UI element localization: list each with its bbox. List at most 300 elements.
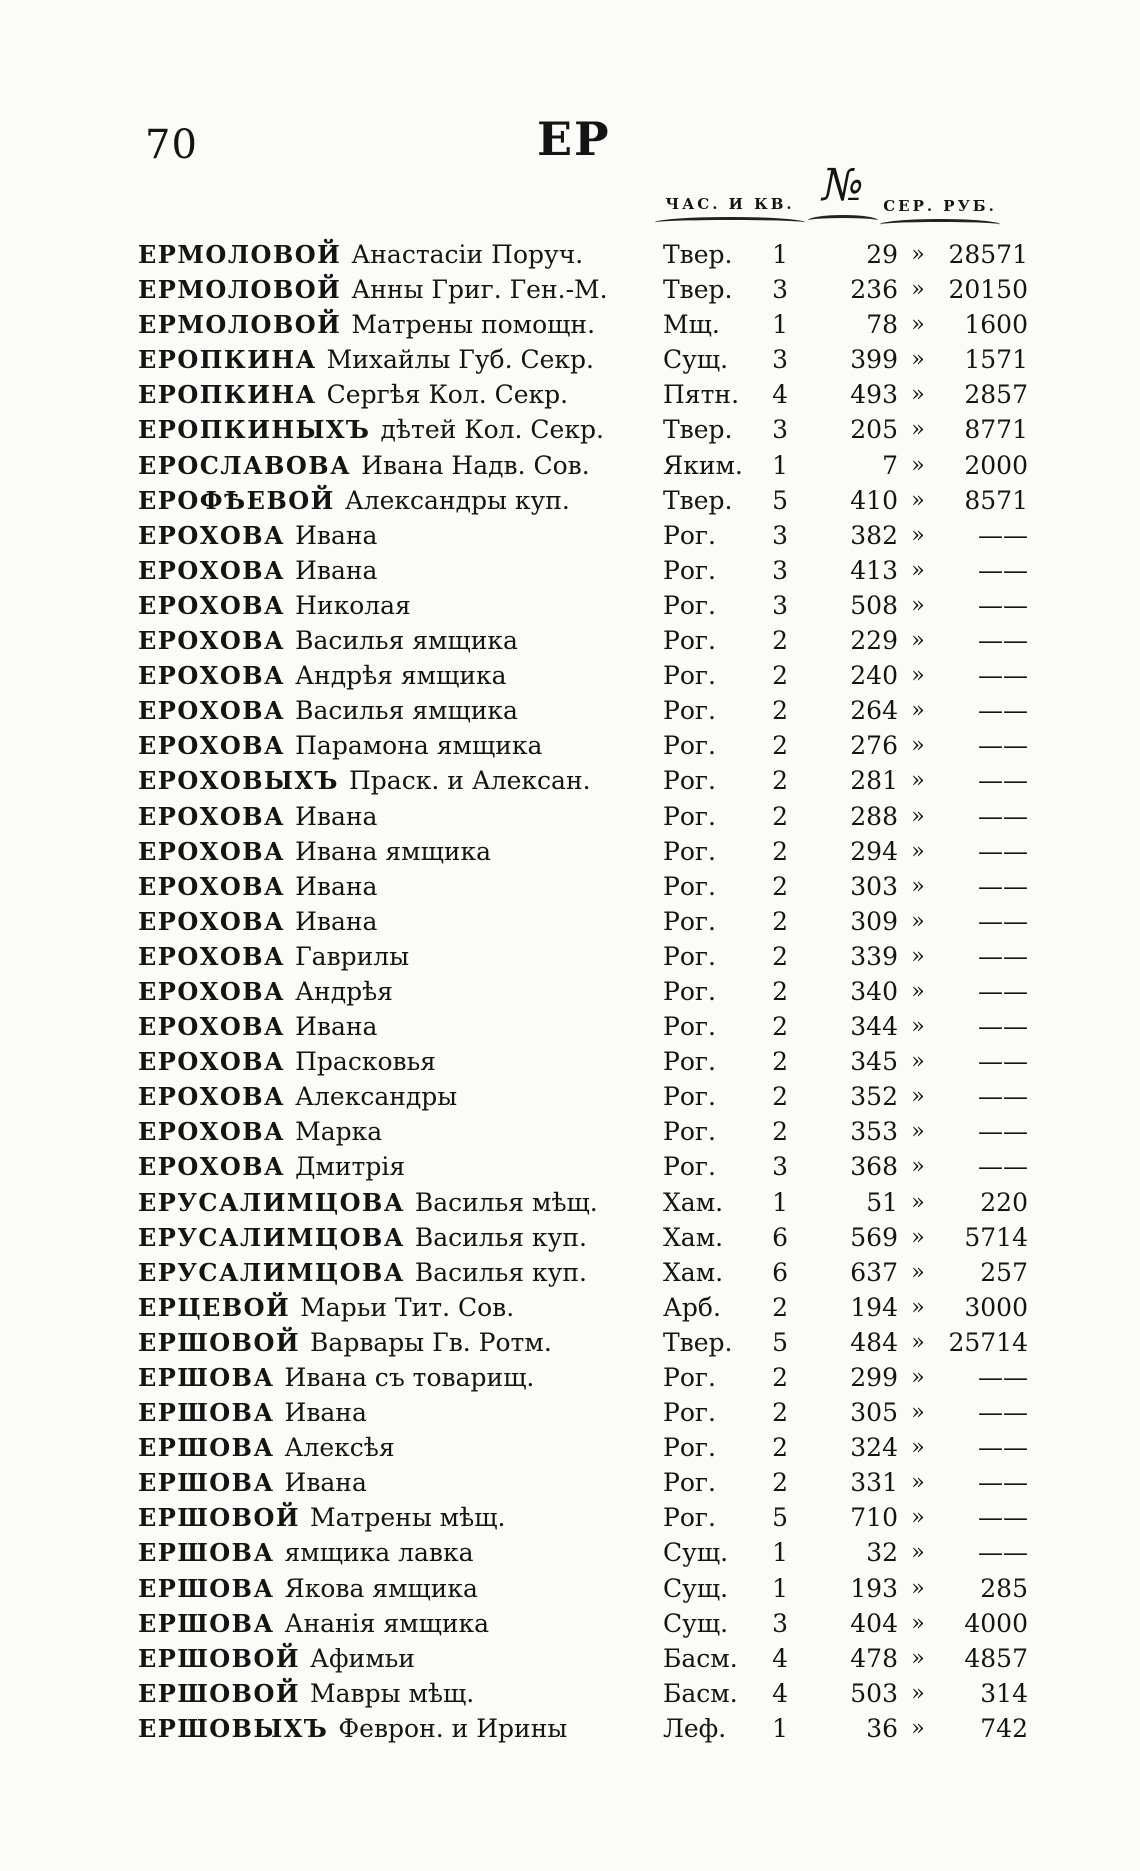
entry-name <box>138 1149 658 1184</box>
entry-surname: ЕРОХОВА <box>138 520 286 550</box>
entry-surname: ЕРШОВОЙ <box>138 1327 301 1357</box>
list-item <box>138 518 1028 553</box>
list-item <box>138 728 1028 763</box>
entry-number: 331 <box>850 1468 898 1498</box>
list-item <box>138 1255 1028 1290</box>
list-item <box>138 1535 1028 1570</box>
entry-part: 2 <box>772 1047 788 1077</box>
entry-given-name: Парамона ямщика <box>295 731 543 761</box>
list-item <box>138 307 1028 342</box>
entry-rubles: —— <box>978 836 1028 866</box>
list-item <box>138 1430 1028 1465</box>
entry-rubles: —— <box>978 1152 1028 1182</box>
list-item <box>138 377 1028 412</box>
entry-rubles: 25714 <box>948 1327 1028 1357</box>
entry-surname: ЕРУСАЛИМЦОВА <box>138 1187 405 1217</box>
list-item <box>138 623 1028 658</box>
entry-given-name: Василья мѣщ. <box>414 1187 598 1217</box>
entry-name <box>138 448 658 483</box>
entry-surname: ЕРОФѢЕВОЙ <box>138 485 335 515</box>
entry-district: Рог. <box>663 871 716 901</box>
entry-name <box>138 1711 658 1746</box>
entry-surname: ЕРОХОВА <box>138 626 286 656</box>
entry-part: 4 <box>772 1678 788 1708</box>
entry-rubles: —— <box>978 801 1028 831</box>
entry-part: 1 <box>772 1713 788 1743</box>
entry-number: 264 <box>850 696 898 726</box>
entry-given-name: Анастасіи Поруч. <box>351 240 584 269</box>
entry-name <box>138 1185 658 1220</box>
entry-name <box>138 483 658 518</box>
entry-name <box>138 1360 658 1395</box>
entry-part: 1 <box>772 1538 788 1568</box>
entry-district: Рог. <box>663 766 716 796</box>
column-brace <box>808 215 878 226</box>
entry-given-name: Гаврилы <box>295 941 410 971</box>
entry-name <box>138 1220 658 1255</box>
entry-district: Хам. <box>663 1257 724 1287</box>
entry-given-name: Ивана <box>295 520 378 550</box>
entry-ditto-mark: » <box>911 592 925 618</box>
entry-district: Леф. <box>663 1713 727 1743</box>
list-item <box>138 1185 1028 1220</box>
entry-given-name: Ивана <box>295 871 378 901</box>
list-item <box>138 342 1028 377</box>
entry-part: 5 <box>772 1327 788 1357</box>
entry-part: 2 <box>772 801 788 831</box>
entry-district: Рог. <box>663 1047 716 1077</box>
entry-name <box>138 1606 658 1641</box>
entry-rubles: 2000 <box>964 450 1028 480</box>
entry-ditto-mark: » <box>911 242 925 267</box>
entry-name <box>138 974 658 1009</box>
entry-name <box>138 869 658 904</box>
entry-surname: ЕРШОВА <box>138 1538 275 1568</box>
entry-given-name: Мавры мѣщ. <box>310 1678 475 1708</box>
entry-number: 78 <box>866 310 898 340</box>
list-item <box>138 1395 1028 1430</box>
entry-district: Сущ. <box>663 345 729 375</box>
entry-given-name: дѣтей Кол. Секр. <box>380 415 604 445</box>
entry-name <box>138 377 658 412</box>
entry-given-name: Ивана ямщика <box>295 836 492 866</box>
entry-number: 240 <box>850 661 898 691</box>
entry-given-name: Ивана <box>284 1468 367 1498</box>
entry-district: Твер. <box>663 240 733 269</box>
entry-surname: ЕРОПКИНА <box>138 345 317 375</box>
entry-surname: ЕРШОВЫХЪ <box>138 1713 329 1743</box>
list-item <box>138 237 1028 272</box>
entry-name <box>138 693 658 728</box>
entry-ditto-mark: » <box>911 838 925 864</box>
entry-given-name: Михайлы Губ. Секр. <box>326 345 594 375</box>
entry-number: 29 <box>866 240 898 269</box>
entry-given-name: Ивана <box>295 801 378 831</box>
entry-rubles: —— <box>978 1117 1028 1147</box>
entry-ditto-mark: » <box>911 1470 925 1496</box>
entry-district: Арб. <box>663 1292 721 1322</box>
entry-part: 1 <box>772 310 788 340</box>
entry-rubles: 742 <box>980 1713 1028 1743</box>
entry-given-name: Алексѣя <box>284 1433 395 1463</box>
entry-number: 569 <box>850 1222 898 1252</box>
entry-given-name: Ивана Надв. Сов. <box>361 450 590 480</box>
entry-given-name: Прасковья <box>295 1047 436 1077</box>
entry-name <box>138 237 658 272</box>
entry-district: Твер. <box>663 485 733 515</box>
entry-name <box>138 1009 658 1044</box>
entry-ditto-mark: » <box>911 1189 925 1215</box>
entry-number: 299 <box>850 1363 898 1392</box>
entry-part: 2 <box>772 1012 788 1042</box>
entry-rubles: —— <box>978 766 1028 796</box>
entry-name <box>138 307 658 342</box>
entry-rubles: —— <box>978 520 1028 550</box>
list-item <box>138 1044 1028 1079</box>
entry-surname: ЕРШОВОЙ <box>138 1643 301 1673</box>
entry-name <box>138 728 658 763</box>
entry-rubles: 28571 <box>948 240 1028 269</box>
entry-district: Рог. <box>663 1152 716 1182</box>
entry-ditto-mark: » <box>911 943 925 969</box>
entry-ditto-mark: » <box>911 803 925 829</box>
entry-number: 193 <box>850 1573 898 1603</box>
entry-number: 229 <box>850 626 898 656</box>
entry-district: Рог. <box>663 661 716 691</box>
entry-number: 484 <box>850 1327 898 1357</box>
entry-district: Сущ. <box>663 1538 729 1568</box>
entry-surname: ЕРШОВА <box>138 1608 275 1638</box>
entry-name <box>138 1535 658 1570</box>
entry-rubles: —— <box>978 906 1028 936</box>
entry-surname: ЕРШОВА <box>138 1468 275 1498</box>
entry-district: Сущ. <box>663 1573 729 1603</box>
entry-surname: ЕРОХОВА <box>138 696 286 726</box>
column-header-part <box>655 195 805 228</box>
entry-rubles: —— <box>978 1012 1028 1042</box>
entry-rubles: 4000 <box>964 1608 1028 1638</box>
entry-given-name: Феврон. и Ирины <box>338 1713 568 1743</box>
entry-district: Яким. <box>663 450 743 480</box>
entry-ditto-mark: » <box>911 1294 925 1320</box>
entry-given-name: ямщика лавка <box>284 1538 474 1568</box>
list-item <box>138 1641 1028 1676</box>
entry-name <box>138 1079 658 1114</box>
list-item <box>138 412 1028 447</box>
entry-district: Рог. <box>663 1468 716 1498</box>
entry-number: 399 <box>850 345 898 375</box>
entry-surname: ЕРОХОВА <box>138 976 286 1006</box>
list-item <box>138 869 1028 904</box>
entry-district: Рог. <box>663 555 716 585</box>
entry-number: 508 <box>850 590 898 620</box>
entry-number: 236 <box>850 275 898 305</box>
entry-given-name: Василья ямщика <box>295 696 518 726</box>
entry-number: 303 <box>850 871 898 901</box>
entry-name <box>138 939 658 974</box>
list-item <box>138 1114 1028 1149</box>
entry-number: 339 <box>850 941 898 971</box>
entry-part: 4 <box>772 1643 788 1673</box>
entry-number: 51 <box>866 1187 898 1217</box>
entry-given-name: Праск. и Алексан. <box>348 766 591 796</box>
entry-name <box>138 412 658 447</box>
entry-part: 2 <box>772 661 788 691</box>
entry-surname: ЕРШОВА <box>138 1363 275 1392</box>
entry-surname: ЕРОХОВА <box>138 555 286 585</box>
entry-number: 344 <box>850 1012 898 1042</box>
entry-name <box>138 1641 658 1676</box>
entry-number: 410 <box>850 485 898 515</box>
entry-surname: ЕРОХОВА <box>138 941 286 971</box>
entry-rubles: —— <box>978 1433 1028 1463</box>
entry-rubles: —— <box>978 555 1028 585</box>
entry-district: Хам. <box>663 1187 724 1217</box>
entry-part: 2 <box>772 731 788 761</box>
entry-ditto-mark: » <box>911 1715 925 1741</box>
entry-ditto-mark: » <box>911 1259 925 1285</box>
entry-number: 345 <box>850 1047 898 1077</box>
entry-district: Рог. <box>663 1117 716 1147</box>
entry-name <box>138 834 658 869</box>
entry-surname: ЕРМОЛОВОЙ <box>138 240 342 269</box>
entry-number: 710 <box>850 1503 898 1533</box>
entry-number: 281 <box>850 766 898 796</box>
entry-district: Рог. <box>663 1503 716 1533</box>
entry-name <box>138 1044 658 1079</box>
entry-ditto-mark: » <box>911 382 925 408</box>
list-item <box>138 483 1028 518</box>
entry-given-name: Ивана <box>284 1398 367 1428</box>
entry-part: 1 <box>772 1187 788 1217</box>
entry-surname: ЕРЦЕВОЙ <box>138 1292 291 1322</box>
entry-surname: ЕРМОЛОВОЙ <box>138 275 342 305</box>
entry-ditto-mark: » <box>911 522 925 548</box>
entry-ditto-mark: » <box>911 452 925 478</box>
entry-given-name: Василья куп. <box>414 1222 587 1252</box>
entry-surname: ЕРОХОВА <box>138 906 286 936</box>
column-header-number <box>808 160 878 226</box>
entry-given-name: Андрѣя ямщика <box>295 661 507 691</box>
entry-district: Рог. <box>663 520 716 550</box>
entry-district: Рог. <box>663 1082 716 1112</box>
entry-surname: ЕРОПКИНЫХЪ <box>138 415 371 445</box>
entry-surname: ЕРОХОВА <box>138 731 286 761</box>
entry-ditto-mark: » <box>911 1365 925 1390</box>
entry-number: 205 <box>850 415 898 445</box>
page-number: 70 <box>145 122 198 168</box>
list-item <box>138 939 1028 974</box>
entry-number: 36 <box>866 1713 898 1743</box>
entry-surname: ЕРОХОВА <box>138 1047 286 1077</box>
entry-rubles: 314 <box>980 1678 1028 1708</box>
entry-name <box>138 658 658 693</box>
entry-rubles: —— <box>978 1082 1028 1112</box>
entry-number: 637 <box>850 1257 898 1287</box>
entry-surname: ЕРОПКИНА <box>138 380 317 410</box>
entry-number: 340 <box>850 976 898 1006</box>
entry-given-name: Василья ямщика <box>295 626 518 656</box>
entry-ditto-mark: » <box>911 277 925 303</box>
entry-part: 2 <box>772 696 788 726</box>
list-item <box>138 1606 1028 1641</box>
entry-part: 5 <box>772 485 788 515</box>
entry-surname: ЕРОСЛАВОВА <box>138 450 352 480</box>
entry-given-name: Ивана <box>295 906 378 936</box>
entry-rubles: 257 <box>980 1257 1028 1287</box>
entry-part: 3 <box>772 555 788 585</box>
column-header-rubles <box>880 197 1000 230</box>
entry-ditto-mark: » <box>911 908 925 934</box>
entry-rubles: 3000 <box>964 1292 1028 1322</box>
entry-part: 1 <box>772 450 788 480</box>
entry-part: 3 <box>772 1608 788 1638</box>
entry-surname: ЕРШОВА <box>138 1398 275 1428</box>
column-header-rubles-label: СЕР. РУБ. <box>883 197 997 215</box>
entry-rubles: 285 <box>980 1573 1028 1603</box>
entry-part: 4 <box>772 380 788 410</box>
entry-rubles: —— <box>978 661 1028 691</box>
entry-rubles: —— <box>978 1468 1028 1498</box>
entry-ditto-mark: » <box>911 312 925 338</box>
entry-name <box>138 623 658 658</box>
entry-number: 309 <box>850 906 898 936</box>
entry-district: Рог. <box>663 1363 716 1392</box>
entry-name <box>138 1255 658 1290</box>
entry-district: Басм. <box>663 1643 738 1673</box>
entry-district: Рог. <box>663 1433 716 1463</box>
list-item <box>138 272 1028 307</box>
entry-district: Басм. <box>663 1678 738 1708</box>
entry-ditto-mark: » <box>911 663 925 689</box>
entry-part: 2 <box>772 1292 788 1322</box>
entry-name <box>138 1430 658 1465</box>
entry-district: Пятн. <box>663 380 740 410</box>
entry-part: 2 <box>772 766 788 796</box>
entry-number: 382 <box>850 520 898 550</box>
entry-given-name: Ивана <box>295 1012 378 1042</box>
entry-ditto-mark: » <box>911 347 925 373</box>
entry-name <box>138 904 658 939</box>
entry-number: 276 <box>850 731 898 761</box>
column-brace <box>655 217 805 228</box>
entry-surname: ЕРОХОВА <box>138 1152 286 1182</box>
entry-given-name: Василья куп. <box>414 1257 587 1287</box>
entry-ditto-mark: » <box>911 1540 925 1566</box>
list-item <box>138 1571 1028 1606</box>
entry-ditto-mark: » <box>911 1119 925 1145</box>
entry-name <box>138 588 658 623</box>
entry-name <box>138 763 658 798</box>
entry-surname: ЕРОХОВА <box>138 871 286 901</box>
entry-surname: ЕРМОЛОВОЙ <box>138 310 342 340</box>
entry-ditto-mark: » <box>911 1400 925 1426</box>
entry-given-name: Варвары Гв. Ротм. <box>310 1327 552 1357</box>
list-item <box>138 448 1028 483</box>
entry-given-name: Сергѣя Кол. Секр. <box>326 380 569 410</box>
entry-district: Мщ. <box>663 310 720 340</box>
entry-rubles: —— <box>978 871 1028 901</box>
entry-number: 7 <box>882 450 898 480</box>
entry-rubles: —— <box>978 1047 1028 1077</box>
list-item <box>138 1500 1028 1535</box>
list-item <box>138 799 1028 834</box>
entry-district: Рог. <box>663 626 716 656</box>
list-item <box>138 553 1028 588</box>
entry-part: 6 <box>772 1257 788 1287</box>
list-item <box>138 1220 1028 1255</box>
entry-surname: ЕРШОВОЙ <box>138 1503 301 1533</box>
entry-part: 1 <box>772 1573 788 1603</box>
entry-number: 478 <box>850 1643 898 1673</box>
entry-given-name: Матрены мѣщ. <box>310 1503 506 1533</box>
entry-rubles: —— <box>978 696 1028 726</box>
entry-number: 324 <box>850 1433 898 1463</box>
entry-district: Рог. <box>663 976 716 1006</box>
entry-ditto-mark: » <box>911 1505 925 1531</box>
entry-district: Рог. <box>663 906 716 936</box>
entry-surname: ЕРОХОВЫХЪ <box>138 766 339 796</box>
entry-ditto-mark: » <box>911 1329 925 1355</box>
entry-part: 3 <box>772 520 788 550</box>
entry-given-name: Александры <box>295 1082 458 1112</box>
entry-number: 288 <box>850 801 898 831</box>
entry-rubles: 8571 <box>964 485 1028 515</box>
entry-ditto-mark: » <box>911 1575 925 1601</box>
entry-surname: ЕРОХОВА <box>138 1012 286 1042</box>
list-item <box>138 1290 1028 1325</box>
entry-ditto-mark: » <box>911 1014 925 1040</box>
entry-part: 2 <box>772 1398 788 1428</box>
entry-district: Твер. <box>663 275 733 305</box>
entry-ditto-mark: » <box>911 1049 925 1075</box>
entry-rubles: —— <box>978 590 1028 620</box>
entry-ditto-mark: » <box>911 1154 925 1180</box>
entry-part: 2 <box>772 836 788 866</box>
entry-part: 2 <box>772 976 788 1006</box>
entry-district: Рог. <box>663 590 716 620</box>
entry-surname: ЕРУСАЛИМЦОВА <box>138 1257 405 1287</box>
entry-ditto-mark: » <box>911 1084 925 1110</box>
entry-surname: ЕРШОВА <box>138 1573 275 1603</box>
entry-district: Рог. <box>663 731 716 761</box>
entry-name <box>138 342 658 377</box>
entry-number: 305 <box>850 1398 898 1428</box>
running-head: ЕР <box>537 112 611 166</box>
entry-rubles: 1571 <box>964 345 1028 375</box>
entry-number: 404 <box>850 1608 898 1638</box>
entry-given-name: Афимьи <box>310 1643 415 1673</box>
entry-rubles: —— <box>978 941 1028 971</box>
entry-name <box>138 553 658 588</box>
entry-rubles: 220 <box>980 1187 1028 1217</box>
entry-rubles: 2857 <box>964 380 1028 410</box>
entry-ditto-mark: » <box>911 768 925 794</box>
entry-ditto-mark: » <box>911 487 925 513</box>
list-item <box>138 834 1028 869</box>
entry-name <box>138 1325 658 1360</box>
entry-surname: ЕРОХОВА <box>138 1117 286 1147</box>
entry-part: 3 <box>772 275 788 305</box>
entry-number: 353 <box>850 1117 898 1147</box>
entry-district: Хам. <box>663 1222 724 1252</box>
entry-surname: ЕРОХОВА <box>138 1082 286 1112</box>
entry-name <box>138 518 658 553</box>
entry-number: 352 <box>850 1082 898 1112</box>
entry-list <box>138 237 1028 1746</box>
entry-part: 2 <box>772 1363 788 1392</box>
list-item <box>138 904 1028 939</box>
